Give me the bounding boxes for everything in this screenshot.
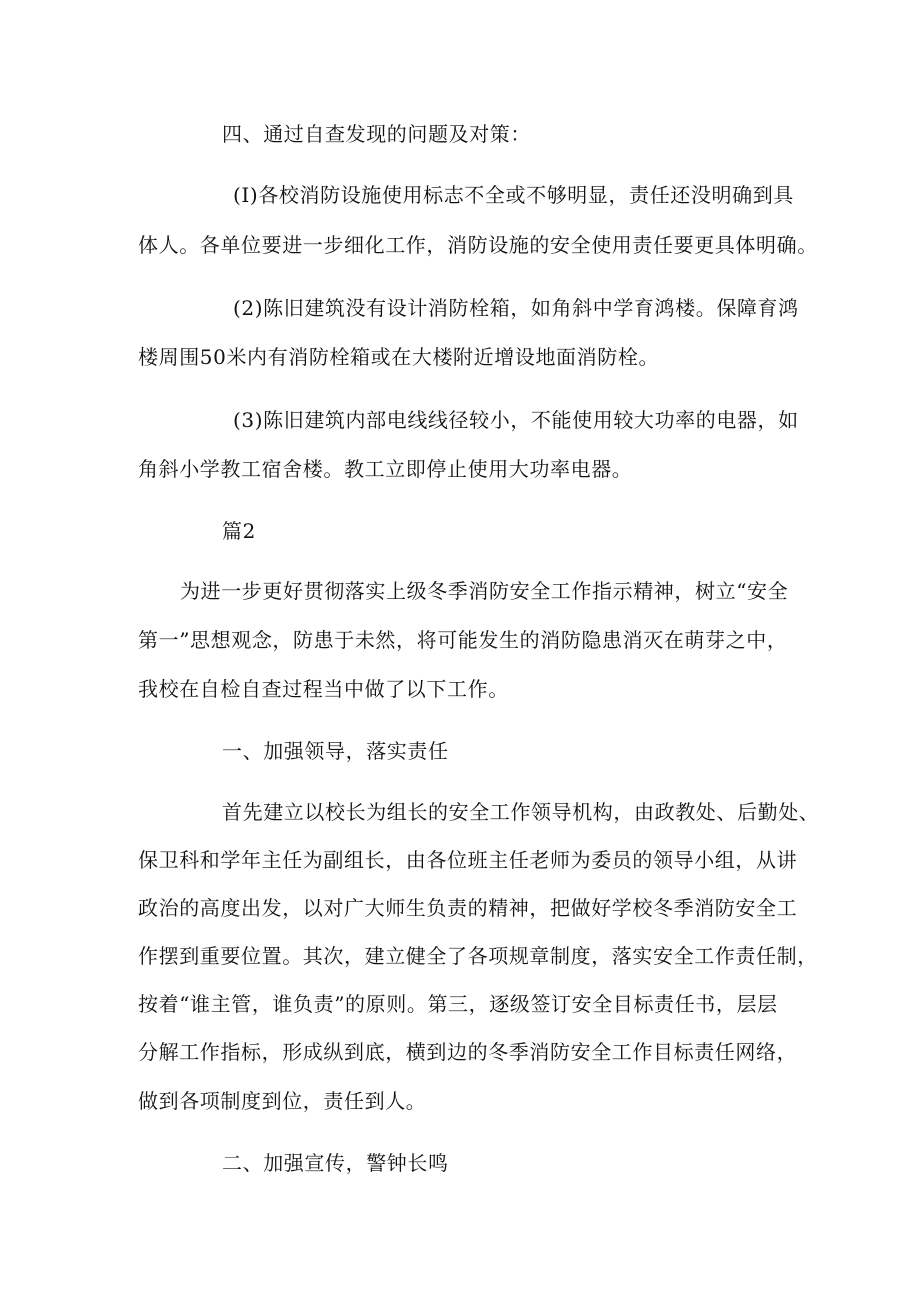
item-1-line-2: 体人。各单位要进一步细化工作，消防设施的安全使用责任要更具体明确。 [138,233,818,257]
paragraph-1-line-6: 分解工作指标，形成纵到底，横到边的冬季消防安全工作目标责任网络， [138,1040,798,1064]
item-3-line-1: (3)陈旧建筑内部电线线径较小，不能使用较大功率的电器，如 [233,408,799,432]
part-2-title: 篇2 [222,519,256,543]
intro-line-3: 我校在自检自查过程当中做了以下工作。 [138,677,509,701]
intro-line-2: 第一”思想观念，防患于未然，将可能发生的消防隐患消灭在萌芽之中， [138,628,788,652]
item-2-line-2: 楼周围50米内有消防栓箱或在大楼附近增设地面消防栓。 [138,345,660,369]
section-4-heading: 四、通过自查发现的问题及对策： [222,122,531,146]
heading-1: 一、加强领导，落实责任 [222,739,449,763]
item-2-line-1: (2)陈旧建筑没有设计消防栓箱，如角斜中学育鸿楼。保障育鸿 [233,296,799,320]
paragraph-1-line-2: 保卫科和学年主任为副组长，由各位班主任老师为委员的领导小组，从讲 [138,848,798,872]
paragraph-1-line-1: 首先建立以校长为组长的安全工作领导机构，由政教处、后勤处、 [222,800,820,824]
item-1-line-1: (I)各校消防设施使用标志不全或不够明显，责任还没明确到具 [233,183,794,207]
paragraph-1-line-3: 政治的高度出发，以对广大师生负责的精神，把做好学校冬季消防安全工 [138,896,798,920]
paragraph-1-line-7: 做到各项制度到位，责任到人。 [138,1089,427,1113]
heading-2: 二、加强宣传，警钟长鸣 [222,1151,449,1175]
paragraph-1-line-4: 作摆到重要位置。其次，建立健全了各项规章制度，落实安全工作责任制， [138,944,818,968]
intro-line-1: 为进一步更好贯彻落实上级冬季消防安全工作指示精神，树立“安全 [180,579,789,603]
paragraph-1-line-5: 按着“谁主管，谁负责”的原则。第三，逐级签订安全目标责任书，层层 [138,992,778,1016]
item-3-line-2: 角斜小学教工宿舍楼。教工立即停止使用大功率电器。 [138,457,633,481]
